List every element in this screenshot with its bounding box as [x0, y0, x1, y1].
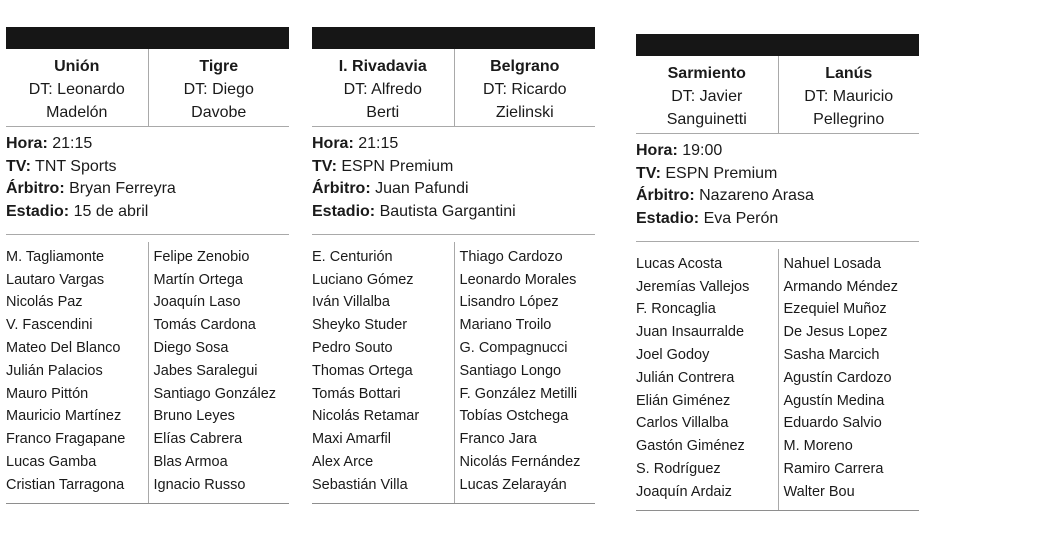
coach-line: Davobe	[191, 104, 247, 121]
match-info	[636, 134, 919, 242]
tv-row: TV: ESPN Premium	[636, 164, 778, 182]
card-header-bar	[636, 34, 919, 56]
away-lineup	[778, 249, 920, 510]
estadio-row: Estadio: 15 de abril	[6, 203, 149, 221]
tv-row: TV: TNT Sports	[6, 157, 117, 175]
player-name: Elías Cabrera	[153, 431, 243, 448]
match-card-union-tigre	[6, 27, 289, 504]
team-name: Unión	[54, 58, 100, 75]
match-info	[6, 127, 289, 235]
estadio-row: Estadio: Eva Perón	[636, 210, 779, 228]
coach-line: DT: Ricardo	[482, 81, 567, 98]
home-team	[312, 49, 454, 126]
player-name: Franco Fragapane	[6, 431, 126, 448]
away-team	[148, 49, 290, 126]
home-team	[6, 49, 148, 126]
tv-row: TV: ESPN Premium	[312, 157, 454, 175]
home-lineup	[636, 249, 778, 510]
player-name: Luciano Gómez	[312, 271, 414, 288]
player-name: Diego Sosa	[153, 340, 229, 356]
player-name: Nicolás Retamar	[312, 408, 420, 425]
player-name: Leonardo Morales	[459, 271, 577, 288]
player-name: Agustín Medina	[783, 392, 885, 409]
player-name: Elián Giménez	[636, 392, 731, 409]
player-name: Jabes Saralegui	[153, 362, 258, 379]
player-name: Tomás Cardona	[153, 317, 256, 334]
coach-line: Madelón	[46, 104, 108, 121]
player-name: Joaquín Ardaiz	[636, 483, 732, 500]
arbitro-row: Árbitro: Juan Pafundi	[312, 180, 469, 198]
player-name: Eduardo Salvio	[783, 415, 882, 432]
player-name: Nicolás Fernández	[459, 453, 581, 470]
player-name: Thomas Ortega	[312, 362, 413, 379]
player-name: S. Rodríguez	[636, 460, 721, 477]
player-name: V. Fascendini	[6, 317, 93, 334]
player-name: Walter Bou	[783, 483, 855, 500]
player-name: Mariano Troilo	[459, 317, 552, 334]
player-name: Blas Armoa	[153, 453, 228, 470]
match-info	[312, 127, 595, 235]
player-name: Cristian Tarragona	[6, 476, 125, 493]
player-name: Julián Palacios	[6, 362, 103, 379]
card-header-bar	[312, 27, 595, 49]
player-name: Martín Ortega	[153, 271, 243, 288]
player-name: Ezequiel Muñoz	[783, 301, 887, 318]
player-name: Franco Jara	[459, 431, 537, 448]
team-name: Sarmiento	[667, 65, 746, 82]
home-lineup	[6, 242, 148, 503]
player-name: G. Compagnucci	[459, 340, 568, 356]
player-name: Jeremías Vallejos	[636, 278, 750, 295]
player-name: Pedro Souto	[312, 340, 393, 356]
lineups	[636, 249, 919, 511]
player-name: Mauro Pittón	[6, 385, 89, 402]
player-name: Juan Insaurralde	[636, 324, 745, 341]
player-name: Lucas Acosta	[636, 255, 723, 272]
player-name: Santiago Longo	[459, 362, 562, 379]
player-name: Agustín Cardozo	[783, 369, 892, 386]
coach-line: Sanguinetti	[666, 111, 747, 128]
card-header-bar	[6, 27, 289, 49]
player-name: Sheyko Studer	[312, 317, 408, 334]
player-name: Lautaro Vargas	[6, 271, 105, 288]
coach-line: DT: Leonardo	[28, 81, 125, 98]
hora-row: Hora: 19:00	[636, 142, 723, 159]
team-name: Tigre	[199, 58, 239, 75]
teams-row	[6, 49, 289, 127]
player-name: Santiago González	[153, 385, 277, 402]
match-card-sarmiento-lanus	[636, 34, 919, 511]
player-name: Sebastián Villa	[312, 476, 408, 493]
team-name: Lanús	[825, 65, 873, 82]
player-name: Alex Arce	[312, 453, 374, 470]
player-name: Julián Contrera	[636, 369, 735, 386]
player-name: Joaquín Laso	[153, 294, 241, 311]
lineups	[6, 242, 289, 504]
player-name: Lucas Zelarayán	[459, 476, 567, 493]
arbitro-row: Árbitro: Bryan Ferreyra	[6, 180, 176, 198]
player-name: E. Centurión	[312, 248, 393, 265]
player-name: Felipe Zenobio	[153, 248, 250, 265]
team-name: I. Rivadavia	[338, 58, 427, 75]
away-team	[454, 49, 596, 126]
coach-line: DT: Mauricio	[804, 88, 894, 105]
player-name: Bruno Leyes	[153, 408, 235, 425]
player-name: Maxi Amarfil	[312, 431, 391, 448]
player-name: Ramiro Carrera	[783, 460, 884, 477]
player-name: Gastón Giménez	[636, 438, 745, 455]
coach-line: DT: Javier	[671, 88, 743, 105]
player-name: M. Tagliamonte	[6, 248, 105, 265]
player-name: Lisandro López	[459, 294, 559, 311]
hora-row: Hora: 21:15	[312, 135, 399, 152]
player-name: M. Moreno	[783, 438, 853, 455]
away-team	[778, 56, 920, 133]
match-card-rivadavia-belgrano	[312, 27, 595, 504]
away-lineup	[148, 242, 290, 503]
player-name: F. González Metilli	[459, 385, 578, 402]
player-name: Mateo Del Blanco	[6, 340, 121, 356]
estadio-row: Estadio: Bautista Gargantini	[312, 203, 516, 221]
player-name: Iván Villalba	[312, 294, 390, 311]
player-name: Tobías Ostchega	[459, 408, 569, 425]
coach-line: DT: Diego	[183, 81, 254, 98]
player-name: Tomás Bottari	[312, 385, 401, 402]
player-name: Mauricio Martínez	[6, 408, 122, 425]
player-name: Thiago Cardozo	[459, 248, 563, 265]
player-name: Lucas Gamba	[6, 453, 97, 470]
player-name: Ignacio Russo	[153, 476, 246, 493]
away-lineup	[454, 242, 596, 503]
lineups	[312, 242, 595, 504]
home-team	[636, 56, 778, 133]
coach-line: Pellegrino	[813, 111, 885, 128]
teams-row	[312, 49, 595, 127]
teams-row	[636, 56, 919, 134]
coach-line: DT: Alfredo	[343, 81, 422, 98]
player-name: Carlos Villalba	[636, 415, 729, 432]
player-name: Joel Godoy	[636, 347, 710, 363]
player-name: De Jesus Lopez	[783, 324, 888, 341]
player-name: Sasha Marcich	[783, 347, 880, 363]
player-name: F. Roncaglia	[636, 301, 716, 318]
player-name: Armando Méndez	[783, 278, 898, 295]
coach-line: Zielinski	[495, 104, 554, 121]
team-name: Belgrano	[490, 58, 560, 75]
arbitro-row: Árbitro: Nazareno Arasa	[636, 187, 814, 205]
home-lineup	[312, 242, 454, 503]
player-name: Nicolás Paz	[6, 294, 83, 311]
player-name: Nahuel Losada	[783, 255, 882, 272]
hora-row: Hora: 21:15	[6, 135, 93, 152]
coach-line: Berti	[366, 104, 400, 121]
